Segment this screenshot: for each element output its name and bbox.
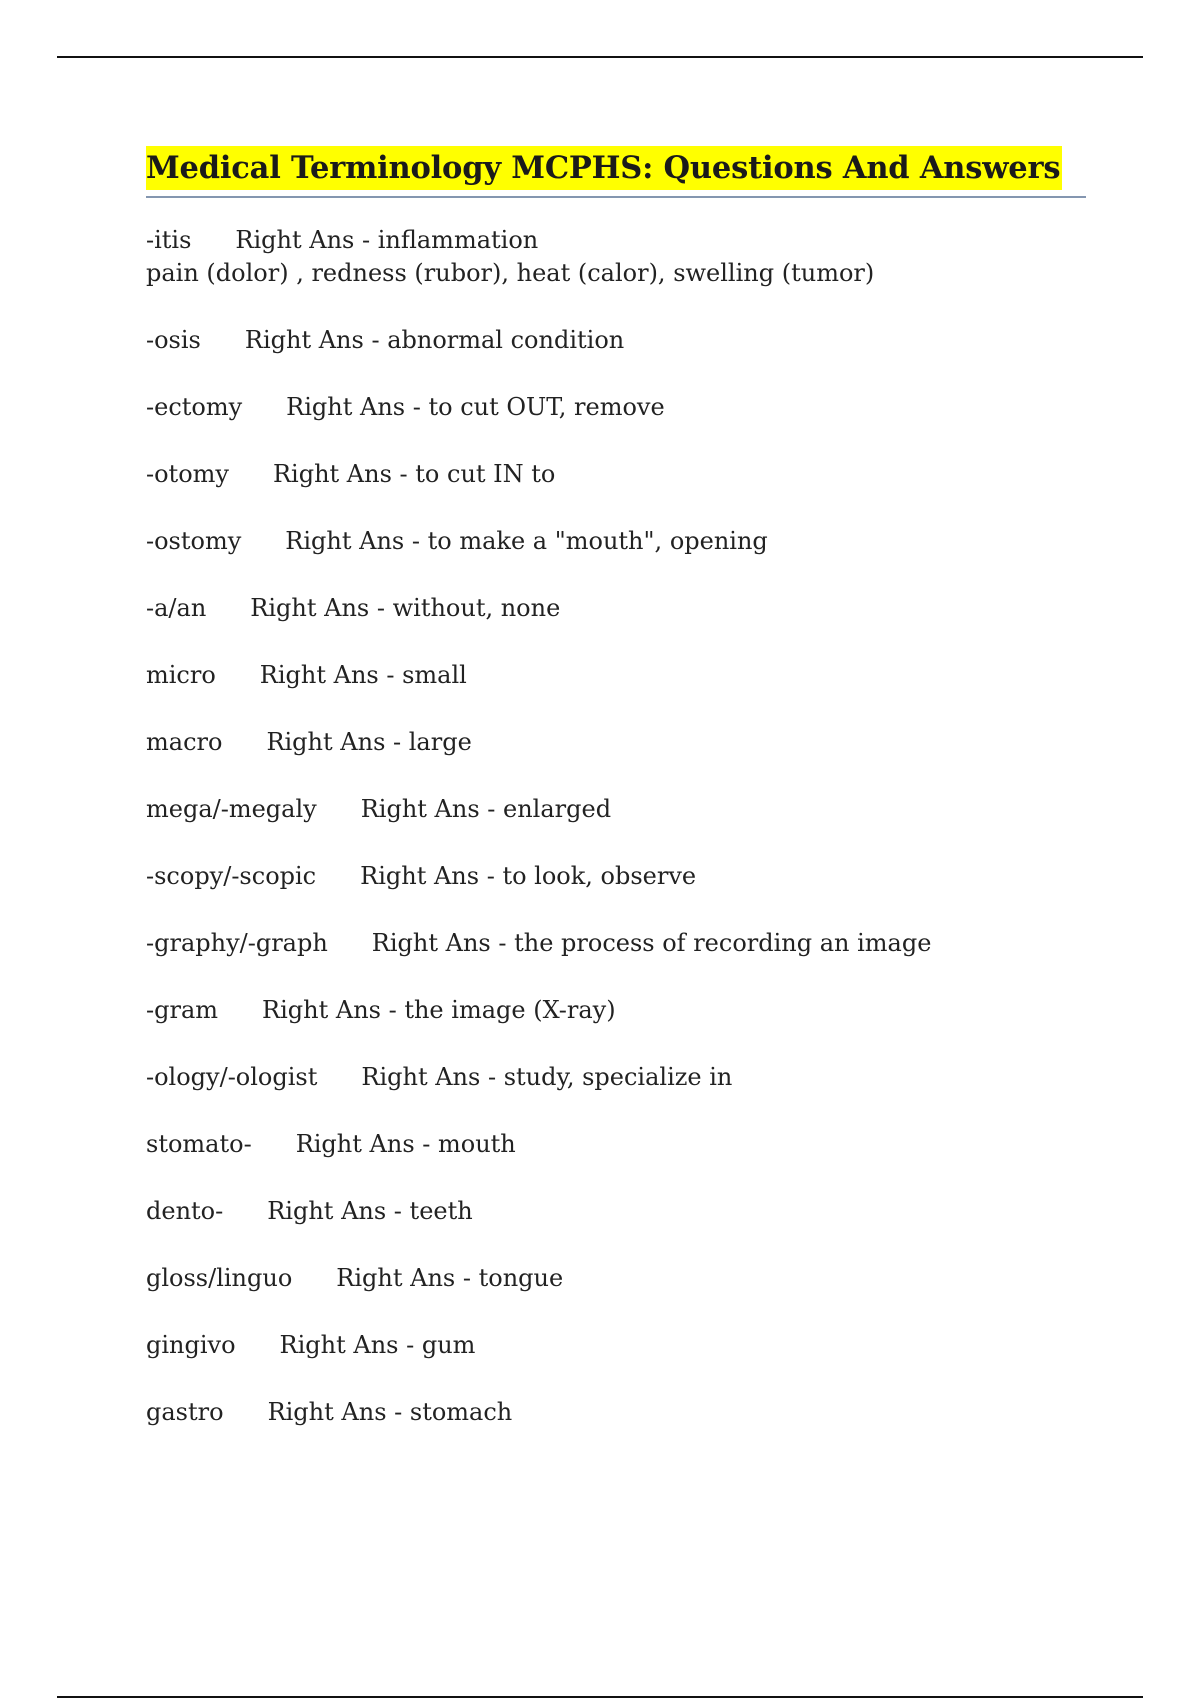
qa-entry bbox=[146, 793, 1086, 826]
qa-entry bbox=[146, 324, 1086, 357]
entry-answer: Right Ans - large bbox=[266, 728, 472, 756]
qa-entry bbox=[146, 592, 1086, 625]
entry-detail: pain (dolor) , redness (rubor), heat (calor), swelling (tumor) bbox=[146, 259, 875, 287]
qa-entry bbox=[146, 1262, 1086, 1295]
entry-term: dento- bbox=[146, 1197, 224, 1225]
entry-term: -ology/-ologist bbox=[146, 1063, 318, 1091]
entry-term: -otomy bbox=[146, 460, 229, 488]
entry-term: mega/-megaly bbox=[146, 795, 317, 823]
entry-term: -scopy/-scopic bbox=[146, 862, 317, 890]
page-top-rule bbox=[57, 56, 1143, 58]
qa-entry bbox=[146, 458, 1086, 491]
entry-answer: Right Ans - abnormal condition bbox=[244, 326, 625, 354]
entry-answer: Right Ans - to make a "mouth", opening bbox=[285, 527, 768, 555]
entry-answer: Right Ans - to cut OUT, remove bbox=[286, 393, 665, 421]
entry-answer: Right Ans - to cut IN to bbox=[272, 460, 556, 488]
qa-entry bbox=[146, 659, 1086, 692]
entry-term: stomato- bbox=[146, 1130, 252, 1158]
entry-answer: Right Ans - study, specialize in bbox=[361, 1063, 733, 1091]
entry-answer: Right Ans - stomach bbox=[267, 1398, 513, 1426]
entry-term: -a/an bbox=[146, 594, 207, 622]
entry-answer: Right Ans - teeth bbox=[267, 1197, 473, 1225]
entry-answer: Right Ans - the process of recording an image bbox=[371, 929, 932, 957]
qa-entry bbox=[146, 726, 1086, 759]
qa-entry bbox=[146, 391, 1086, 424]
qa-entry bbox=[146, 1396, 1086, 1429]
entry-term: -ectomy bbox=[146, 393, 243, 421]
entry-term: gastro bbox=[146, 1398, 224, 1426]
page-bottom-rule bbox=[57, 1696, 1143, 1698]
entry-term: -ostomy bbox=[146, 527, 242, 555]
entry-term: micro bbox=[146, 661, 216, 689]
entry-term: gloss/linguo bbox=[146, 1264, 293, 1292]
entry-term: -graphy/-graph bbox=[146, 929, 328, 957]
qa-entry bbox=[146, 860, 1086, 893]
entry-term: -gram bbox=[146, 996, 219, 1024]
title-block bbox=[146, 146, 1086, 198]
entry-term: -itis bbox=[146, 226, 192, 254]
qa-entry bbox=[146, 224, 1086, 290]
document-body bbox=[146, 146, 1086, 1463]
entry-term: macro bbox=[146, 728, 223, 756]
entry-answer: Right Ans - mouth bbox=[295, 1130, 516, 1158]
qa-entry bbox=[146, 1128, 1086, 1161]
entry-answer: Right Ans - without, none bbox=[250, 594, 561, 622]
entry-term: gingivo bbox=[146, 1331, 236, 1359]
entry-answer: Right Ans - small bbox=[259, 661, 467, 689]
qa-entry bbox=[146, 927, 1086, 960]
entry-answer: Right Ans - gum bbox=[279, 1331, 476, 1359]
qa-list bbox=[146, 224, 1086, 1429]
qa-entry bbox=[146, 1195, 1086, 1228]
qa-entry bbox=[146, 525, 1086, 558]
qa-entry bbox=[146, 1061, 1086, 1094]
entry-term: -osis bbox=[146, 326, 201, 354]
entry-answer: Right Ans - inflammation bbox=[235, 226, 539, 254]
qa-entry bbox=[146, 1329, 1086, 1362]
entry-answer: Right Ans - the image (X-ray) bbox=[262, 996, 616, 1024]
qa-entry bbox=[146, 994, 1086, 1027]
document-title: Medical Terminology MCPHS: Questions And Answers bbox=[146, 146, 1062, 190]
entry-answer: Right Ans - enlarged bbox=[360, 795, 612, 823]
entry-answer: Right Ans - tongue bbox=[336, 1264, 564, 1292]
entry-answer: Right Ans - to look, observe bbox=[360, 862, 697, 890]
